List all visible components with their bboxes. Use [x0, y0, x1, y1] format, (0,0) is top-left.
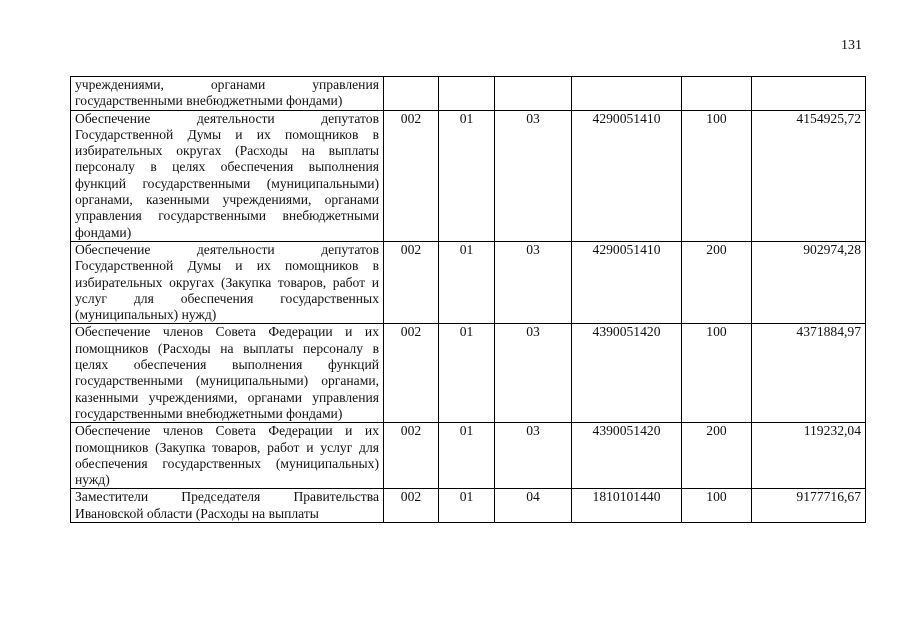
page-number: 131: [841, 38, 862, 53]
row-amount: 902974,28: [752, 241, 866, 323]
table-row: [71, 489, 866, 523]
row-ved-code: 002: [384, 241, 439, 323]
row-target-article: [572, 77, 682, 111]
row-description: Обеспечение деятельности депутатов Государственной Думы и их помощников в избирательных округах (Расходы на выплаты персоналу в целях обеспечения выполнения функций государственными (муниципальными) органами, казенными учреждениями, органами управления государственными внебюджетными фондами): [71, 110, 384, 241]
row-ved-code: 002: [384, 489, 439, 523]
row-section-code: 01: [439, 110, 495, 241]
budget-table: [70, 76, 866, 523]
row-description: Заместители Председателя Правительства Ивановской области (Расходы на выплаты: [71, 489, 384, 523]
row-amount: 4371884,97: [752, 324, 866, 423]
row-amount: [752, 77, 866, 111]
row-description: Обеспечение деятельности депутатов Государственной Думы и их помощников в избирательных округах (Закупка товаров, работ и услуг для обеспечения государственных (муниципальных) нужд): [71, 241, 384, 323]
row-expense-type: 100: [682, 489, 752, 523]
row-subsection-code: 03: [495, 423, 572, 489]
row-section-code: 01: [439, 423, 495, 489]
row-ved-code: [384, 77, 439, 111]
row-expense-type: 200: [682, 423, 752, 489]
row-section-code: [439, 77, 495, 111]
row-target-article: 4290051410: [572, 241, 682, 323]
table-row: [71, 423, 866, 489]
row-ved-code: 002: [384, 110, 439, 241]
row-ved-code: 002: [384, 423, 439, 489]
row-expense-type: 100: [682, 324, 752, 423]
row-target-article: 4290051410: [572, 110, 682, 241]
row-amount: 4154925,72: [752, 110, 866, 241]
row-amount: 119232,04: [752, 423, 866, 489]
row-subsection-code: 03: [495, 241, 572, 323]
table-row: [71, 77, 866, 111]
row-subsection-code: [495, 77, 572, 111]
row-ved-code: 002: [384, 324, 439, 423]
row-expense-type: [682, 77, 752, 111]
row-section-code: 01: [439, 241, 495, 323]
row-expense-type: 200: [682, 241, 752, 323]
row-subsection-code: 03: [495, 110, 572, 241]
row-section-code: 01: [439, 324, 495, 423]
row-description: Обеспечение членов Совета Федерации и их помощников (Закупка товаров, работ и услуг для обеспечения государственных (муниципальных) нужд): [71, 423, 384, 489]
row-target-article: 4390051420: [572, 324, 682, 423]
row-target-article: 1810101440: [572, 489, 682, 523]
row-subsection-code: 03: [495, 324, 572, 423]
row-section-code: 01: [439, 489, 495, 523]
row-target-article: 4390051420: [572, 423, 682, 489]
table-row: [71, 324, 866, 423]
row-description: учреждениями, органами управления государственными внебюджетными фондами): [71, 77, 384, 111]
row-expense-type: 100: [682, 110, 752, 241]
table-row: [71, 110, 866, 241]
row-amount: 9177716,67: [752, 489, 866, 523]
row-subsection-code: 04: [495, 489, 572, 523]
table-row: [71, 241, 866, 323]
row-description: Обеспечение членов Совета Федерации и их помощников (Расходы на выплаты персоналу в целях обеспечения выполнения функций государственными (муниципальными) органами, казенными учреждениями, органами управления государственными внебюджетными фондами): [71, 324, 384, 423]
